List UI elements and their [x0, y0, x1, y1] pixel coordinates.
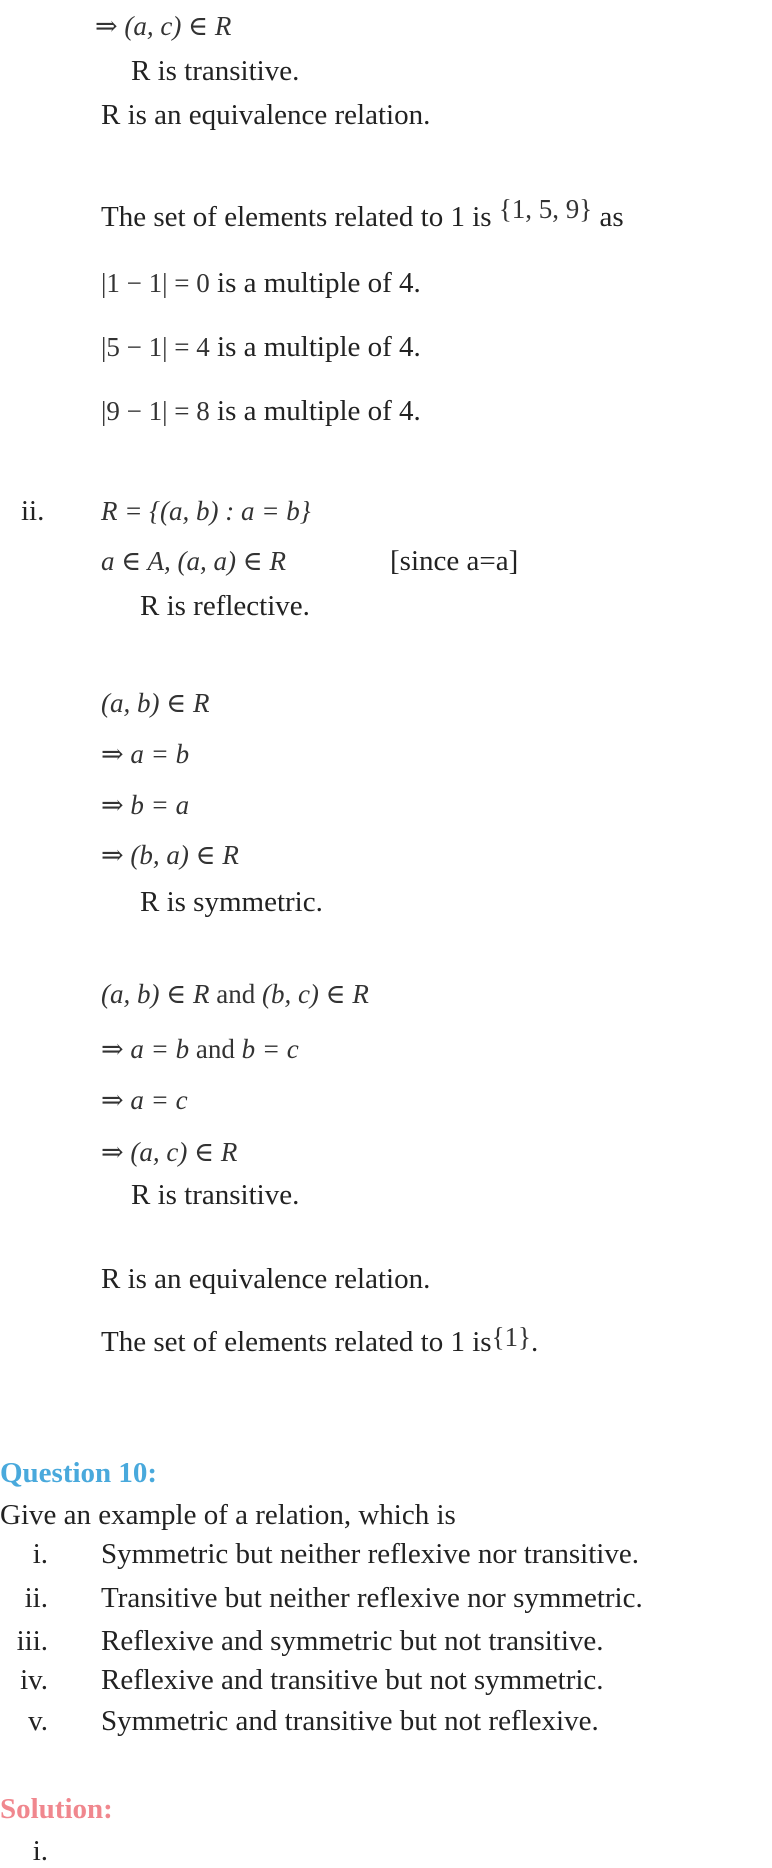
- check-expr: |5 − 1| = 4: [101, 332, 210, 362]
- solution-title: Solution:: [0, 1793, 113, 1825]
- conclusion-symmetric: R is symmetric.: [140, 886, 323, 918]
- item-number: i.: [32, 1538, 48, 1570]
- item-number: iii.: [16, 1625, 48, 1657]
- item-number: i.: [32, 1835, 48, 1867]
- math-part: ⇒ a = b: [101, 1034, 190, 1064]
- math-step: (a, b) ∈ R: [101, 688, 210, 718]
- math-part: (b, c) ∈ R: [261, 979, 369, 1009]
- set-text: The set of elements related to 1 is: [101, 201, 492, 233]
- math-part: b = c: [241, 1034, 299, 1064]
- set-end: .: [531, 1326, 539, 1358]
- question-title: Question 10:: [0, 1457, 158, 1489]
- check-expr: |9 − 1| = 8: [101, 396, 210, 426]
- relation-definition: R = {(a, b) : a = b}: [101, 496, 311, 526]
- math-step: ⇒ b = a: [101, 790, 190, 820]
- question-item: Reflexive and transitive but not symmetric.: [101, 1664, 604, 1696]
- set-text: The set of elements related to 1 is: [101, 1326, 492, 1358]
- check-text: is a multiple of 4.: [217, 267, 421, 299]
- check-expr: |1 − 1| = 0: [101, 268, 210, 298]
- math-step: ⇒ (a, c) ∈ R: [95, 11, 232, 41]
- set-suffix: as: [599, 201, 624, 233]
- question-item: Symmetric and transitive but not reflexive.: [101, 1705, 599, 1737]
- conclusion-transitive: R is transitive.: [131, 55, 300, 87]
- question-item: Reflexive and symmetric but not transitive.: [101, 1625, 604, 1657]
- item-number: ii.: [24, 1582, 48, 1614]
- check-text: is a multiple of 4.: [217, 331, 421, 363]
- set-statement: [101, 1322, 539, 1359]
- math-step: ⇒ (b, a) ∈ R: [101, 840, 239, 870]
- math-step: ⇒ a = c: [101, 1085, 188, 1115]
- math-step: ⇒ (a, c) ∈ R: [101, 1137, 238, 1167]
- math-and: and: [195, 1034, 235, 1064]
- check-line: [101, 330, 421, 364]
- check-line: [101, 394, 421, 428]
- math-step: [101, 1032, 299, 1066]
- math-step: ⇒ a = b: [101, 739, 190, 769]
- question-item: Transitive but neither reflexive nor symmetric.: [101, 1582, 643, 1614]
- set-value: {1}: [491, 1322, 531, 1352]
- item-number: v.: [28, 1705, 48, 1737]
- conclusion-reflexive: R is reflective.: [140, 590, 310, 622]
- reflexive-reason: [since a=a]: [390, 545, 519, 577]
- set-statement: [101, 194, 624, 234]
- set-value: {1, 5, 9}: [498, 194, 593, 224]
- conclusion-equivalence: R is an equivalence relation.: [101, 1263, 431, 1295]
- part-label: ii.: [21, 495, 45, 527]
- reflexive-step: a ∈ A, (a, a) ∈ R: [101, 546, 286, 576]
- question-item: Symmetric but neither reflexive nor transitive.: [101, 1538, 639, 1570]
- math-and: and: [216, 979, 256, 1009]
- question-prompt: Give an example of a relation, which is: [0, 1499, 456, 1531]
- math-part: (a, b) ∈ R: [101, 979, 210, 1009]
- check-text: is a multiple of 4.: [217, 395, 421, 427]
- item-number: iv.: [20, 1664, 48, 1696]
- conclusion-transitive: R is transitive.: [131, 1179, 300, 1211]
- conclusion-equivalence: R is an equivalence relation.: [101, 99, 431, 131]
- math-step: [101, 977, 369, 1011]
- check-line: [101, 266, 421, 300]
